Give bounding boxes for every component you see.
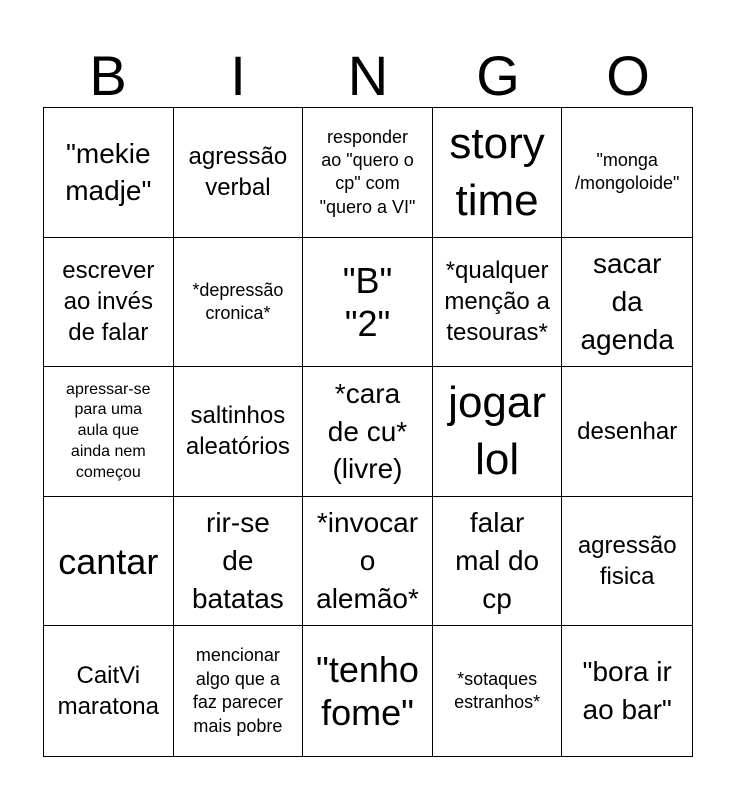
cell-text: responder ao "quero o cp" com "quero a VI": [319, 126, 416, 217]
bingo-cell[interactable]: [433, 238, 563, 368]
bingo-cell[interactable]: [433, 367, 563, 497]
bingo-cell[interactable]: [174, 238, 304, 368]
cell-text: saltinhos aleatórios: [185, 402, 290, 461]
bingo-cell[interactable]: [44, 626, 174, 756]
bingo-cell[interactable]: [174, 367, 304, 497]
bingo-cell[interactable]: [174, 108, 304, 238]
bingo-cell[interactable]: [174, 497, 304, 627]
cell-text: "bora ir ao bar": [582, 656, 672, 726]
cell-text: cantar: [58, 540, 159, 582]
bingo-cell[interactable]: [174, 626, 304, 756]
cell-text: escrever ao invés de falar: [62, 257, 155, 347]
bingo-cell[interactable]: [562, 108, 692, 238]
header-letter-n: N: [347, 44, 389, 107]
cell-text: agressão verbal: [188, 143, 288, 202]
cell-text: mencionar algo que a faz parecer mais pobre: [192, 645, 283, 736]
cell-text: *invocar o alemão*: [316, 507, 419, 614]
cell-text: *cara de cu* (livre): [327, 377, 408, 485]
bingo-cell[interactable]: [303, 367, 433, 497]
header-letter-b: B: [89, 44, 127, 107]
bingo-cell[interactable]: [562, 626, 692, 756]
cell-text: agressão fisica: [577, 531, 677, 591]
header-letter-g: G: [476, 44, 520, 107]
bingo-cell[interactable]: [44, 497, 174, 627]
cell-text: "B" "2": [342, 259, 393, 344]
bingo-cell[interactable]: [562, 497, 692, 627]
cell-text: desenhar: [577, 417, 678, 445]
bingo-cell[interactable]: [303, 497, 433, 627]
bingo-cell[interactable]: [433, 626, 563, 756]
cell-text: *qualquer menção a tesouras*: [444, 257, 550, 347]
bingo-cell[interactable]: [44, 367, 174, 497]
bingo-cell[interactable]: [433, 497, 563, 627]
cell-text: jogar lol: [448, 378, 547, 485]
bingo-cell free-space[interactable]: [303, 238, 433, 368]
cell-text: story time: [449, 119, 545, 226]
cell-text: sacar da agenda: [580, 248, 674, 355]
bingo-cell[interactable]: [303, 108, 433, 238]
bingo-cell[interactable]: [44, 238, 174, 368]
cell-text: CaitVi maratona: [57, 662, 159, 721]
bingo-cell[interactable]: [562, 238, 692, 368]
bingo-cell[interactable]: [433, 108, 563, 238]
bingo-cell[interactable]: [562, 367, 692, 497]
bingo-cell[interactable]: [303, 626, 433, 756]
bingo-cell[interactable]: [44, 108, 174, 238]
cell-text: apressar-se para uma aula que ainda nem começou: [66, 380, 151, 481]
bingo-board: [43, 107, 693, 757]
header-letter-i: I: [230, 44, 246, 107]
cell-text: falar mal do cp: [455, 507, 540, 614]
cell-text: rir-se de batatas: [191, 507, 284, 614]
cell-text: "monga /mongoloide": [574, 149, 680, 194]
cell-text: *sotaques estranhos*: [454, 668, 541, 713]
header-letter-o: O: [606, 44, 650, 107]
bingo-header: [43, 44, 693, 108]
cell-text: "tenho fome": [316, 649, 419, 734]
cell-text: *depressão cronica*: [192, 279, 284, 323]
cell-text: "mekie madje": [65, 137, 152, 207]
